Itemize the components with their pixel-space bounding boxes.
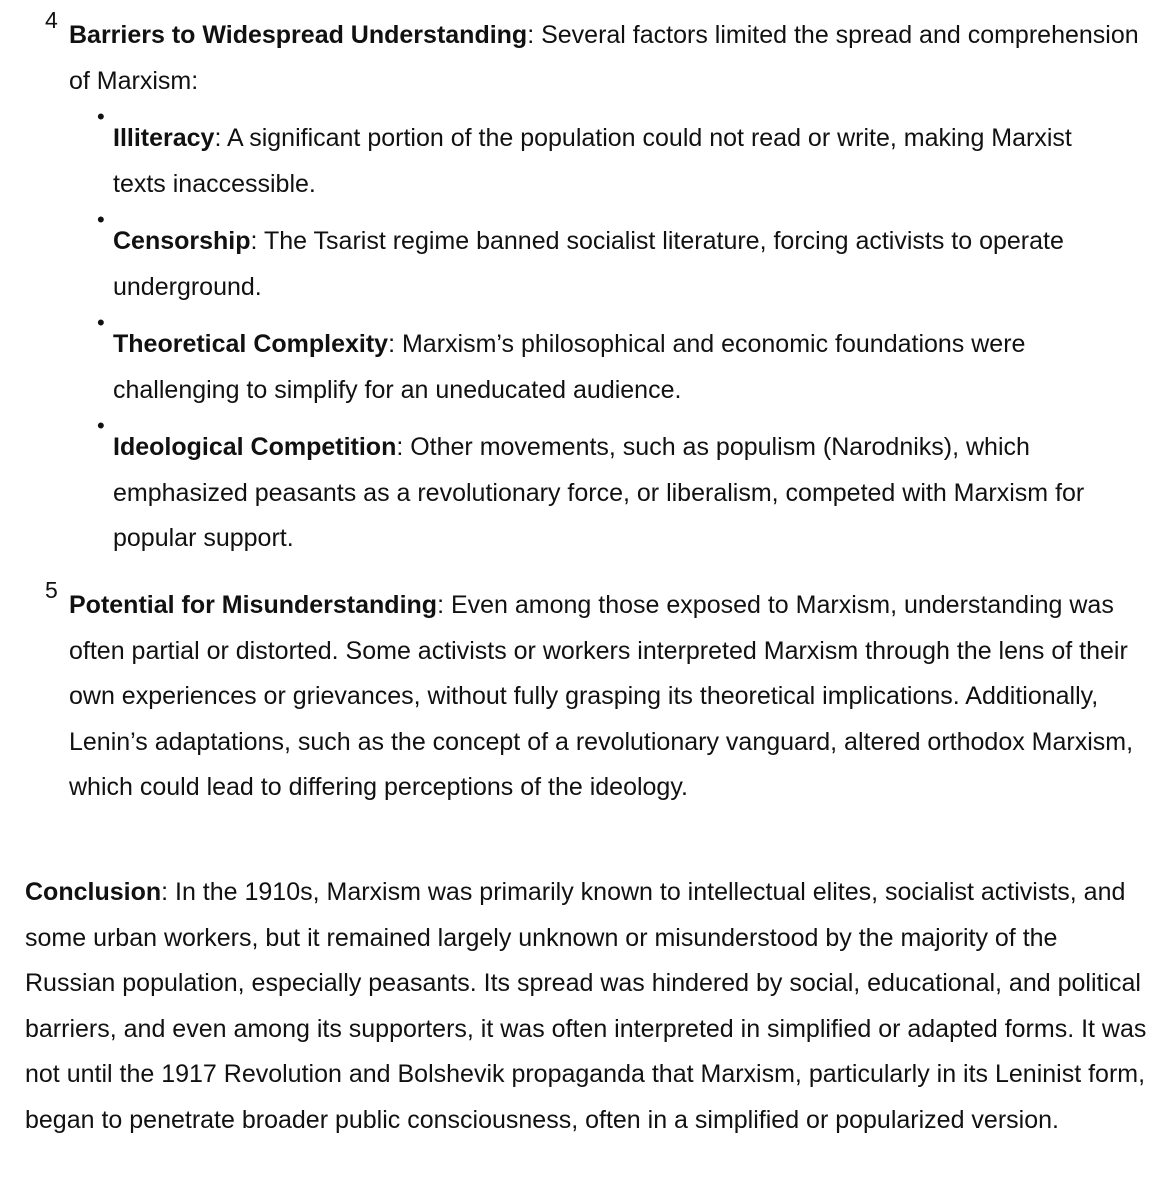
bullet-heading: Illiteracy: [113, 124, 215, 152]
bullet-heading: Censorship: [113, 227, 251, 255]
item-text: : Several factors limited the spread and comprehension of Marxism:: [69, 21, 1139, 95]
item-text: : Even among those exposed to Marxism, understanding was often partial or distorted. Some activists or workers interpreted Marxism through the lens of their own experiences or grievances, without fully grasping its theoretical implications. Additionally, Lenin’s adaptations, such as the concept of a revolutionary vanguard, altered orthodox Marxism, which could lead to differing perceptions of the ideology.: [69, 591, 1134, 801]
item-number: 5: [45, 577, 58, 603]
item-heading: Potential for Misunderstanding: [69, 591, 438, 619]
bullet-text: : Other movements, such as populism (Narodniks), which emphasized peasants as a revolutionary force, or liberalism, competed with Marxism for popular support.: [113, 433, 1085, 552]
item-heading: Barriers to Widespread Understanding: [69, 21, 528, 49]
conclusion-text: : In the 1910s, Marxism was primarily known to intellectual elites, socialist activists, and some urban workers, but it remained largely unknown or misunderstood by the majority of the Russian population, especially peasants. Its spread was hindered by social, educational, and political barriers, and even among its supporters, it was often interpreted in simplified or adapted forms. It was not until the 1917 Revolution and Bolshevik propaganda that Marxism, particularly in its Leninist form, began to penetrate broader public consciousness, often in a simplified or popularized version.: [25, 878, 1147, 1134]
bullet-text: : The Tsarist regime banned socialist literature, forcing activists to operate underground.: [113, 227, 1064, 301]
conclusion-paragraph: [25, 870, 1150, 1143]
item-number: 4: [45, 7, 58, 33]
item-body: [69, 583, 1145, 811]
bullet-item-theoretical-complexity: [97, 310, 1123, 413]
list-item-5: [45, 577, 1145, 811]
bullet-text: : A significant portion of the population could not read or write, making Marxist texts inaccessible.: [113, 124, 1072, 198]
bullet-dot-icon: •: [97, 104, 105, 129]
bullet-text: : Marxism’s philosophical and economic foundations were challenging to simplify for an uneducated audience.: [113, 330, 1026, 404]
bullet-heading: Theoretical Complexity: [113, 330, 389, 358]
list-item-4: [45, 7, 1145, 574]
item-body: [69, 13, 1145, 562]
bullet-item-ideological-competition: [97, 413, 1123, 562]
bullet-dot-icon: •: [97, 413, 105, 438]
bullet-dot-icon: •: [97, 310, 105, 335]
bullet-item-censorship: [97, 207, 1123, 310]
bullet-item-illiteracy: [97, 104, 1123, 207]
bullet-heading: Ideological Competition: [113, 433, 397, 461]
conclusion-heading: Conclusion: [25, 878, 162, 906]
bullet-list: [69, 104, 1145, 562]
bullet-dot-icon: •: [97, 207, 105, 232]
